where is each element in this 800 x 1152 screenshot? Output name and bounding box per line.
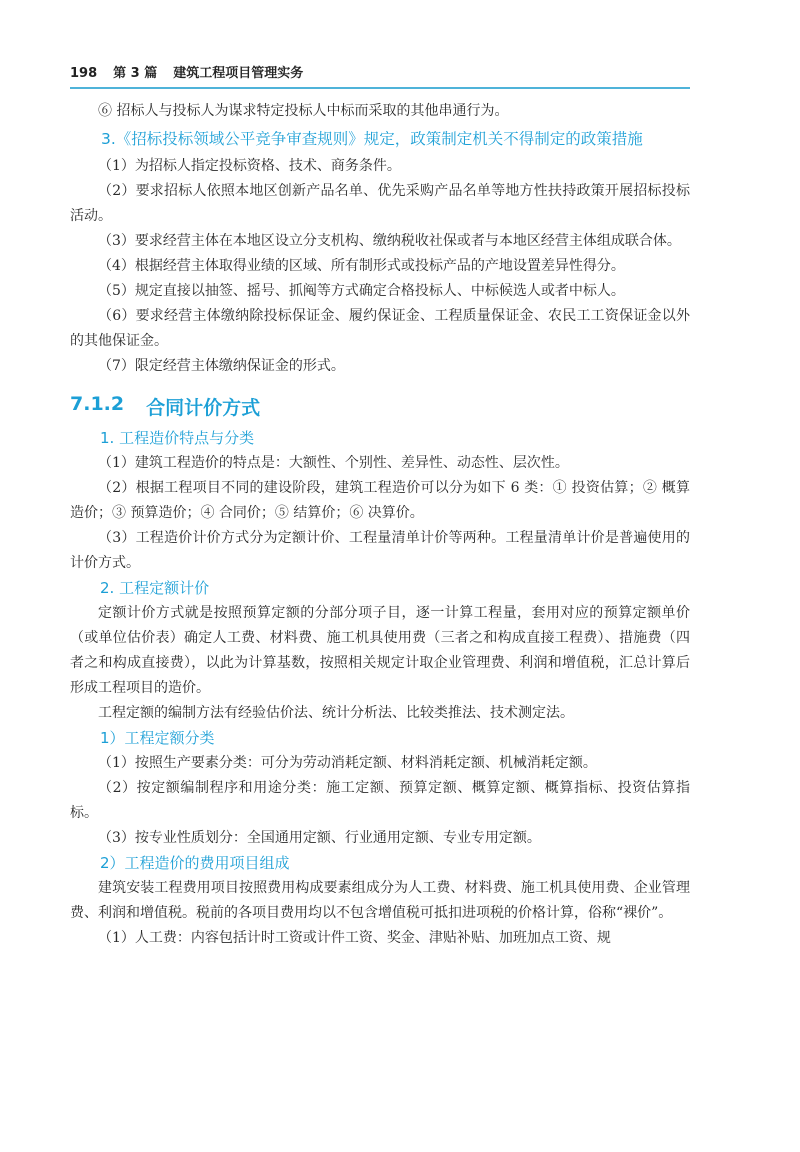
section-title: 合同计价方式 (146, 397, 261, 419)
list-item: （1）按照生产要素分类：可分为劳动消耗定额、材料消耗定额、机械消耗定额。 (98, 755, 597, 771)
page-number: 198 (70, 66, 98, 81)
paragraph: 工程定额的编制方法有经验估价法、统计分析法、比较类推法、技术测定法。 (98, 705, 574, 721)
section-number: 7.1.2 (70, 393, 125, 415)
list-item: （3）要求经营主体在本地区设立分支机构、缴纳税收社保或者与本地区经营主体组成联合体。 (98, 233, 681, 249)
list-item: （1）建筑工程造价的特点是：大额性、个别性、差异性、动态性、层次性。 (98, 455, 569, 471)
list-item: （4）根据经营主体取得业绩的区域、所有制形式或投标产品的产地设置差异性得分。 (98, 258, 625, 274)
section-heading (70, 393, 690, 420)
list-item: （2）根据工程项目不同的建设阶段，建筑工程造价可以分为如下 6 类：① 投资估算；② 概算造价；③ 预算造价；④ 合同价；⑤ 结算价；⑥ 决算价。 (70, 480, 690, 521)
subheading-quota: 2. 工程定额计价 (100, 579, 210, 597)
list-item: （3）工程造价计价方式分为定额计价、工程量清单计价等两种。工程量清单计价是普遍使用的计价方式。 (70, 530, 690, 571)
list-item: （3）按专业性质划分：全国通用定额、行业通用定额、专业专用定额。 (98, 830, 541, 846)
running-header (70, 62, 690, 89)
part-title: 建筑工程项目管理实务 (173, 66, 304, 81)
list-item: （6）要求经营主体缴纳除投标保证金、履约保证金、工程质量保证金、农民工工资保证金以外的其他保证金。 (70, 308, 690, 349)
part-label: 第 3 篇 (113, 66, 158, 81)
list-item: （1）人工费：内容包括计时工资或计件工资、奖金、津贴补贴、加班加点工资、规 (98, 930, 611, 946)
subheading-fee-items: 2）工程造价的费用项目组成 (100, 854, 290, 872)
list-item: （5）规定直接以抽签、摇号、抓阄等方式确定合格投标人、中标候选人或者中标人。 (98, 283, 625, 299)
list-item: （2）按定额编制程序和用途分类：施工定额、预算定额、概算定额、概算指标、投资估算指标。 (70, 780, 690, 821)
page (70, 62, 690, 951)
paragraph: 定额计价方式就是按照预算定额的分部分项子目，逐一计算工程量，套用对应的预算定额单价（或单位估价表）确定人工费、材料费、施工机具使用费（三者之和构成直接工程费）、措施费（四者之和构成直接费），以此为计算基数，按照相关规定计取企业管理费、利润和增值税，汇总计算后形成工程项目的造价。 (70, 605, 690, 696)
list-item: （1）为招标人指定投标资格、技术、商务条件。 (98, 158, 401, 174)
subheading-cost: 1. 工程造价特点与分类 (100, 429, 255, 447)
paragraph: ⑥ 招标人与投标人为谋求特定投标人中标而采取的其他串通行为。 (98, 103, 509, 119)
paragraph: 建筑安装工程费用项目按照费用构成要素组成分为人工费、材料费、施工机具使用费、企业管理费、利润和增值税。税前的各项目费用均以不包含增值税可抵扣进项税的价格计算，俗称“裸价”。 (70, 880, 690, 921)
heading-rule: 3.《招标投标领域公平竞争审查规则》规定，政策制定机关不得制定的政策措施 (101, 130, 643, 148)
list-item: （2）要求招标人依照本地区创新产品名单、优先采购产品名单等地方性扶持政策开展招标投标活动。 (70, 183, 690, 224)
subheading-quota-classification: 1）工程定额分类 (100, 729, 215, 747)
list-item: （7）限定经营主体缴纳保证金的形式。 (98, 358, 345, 374)
